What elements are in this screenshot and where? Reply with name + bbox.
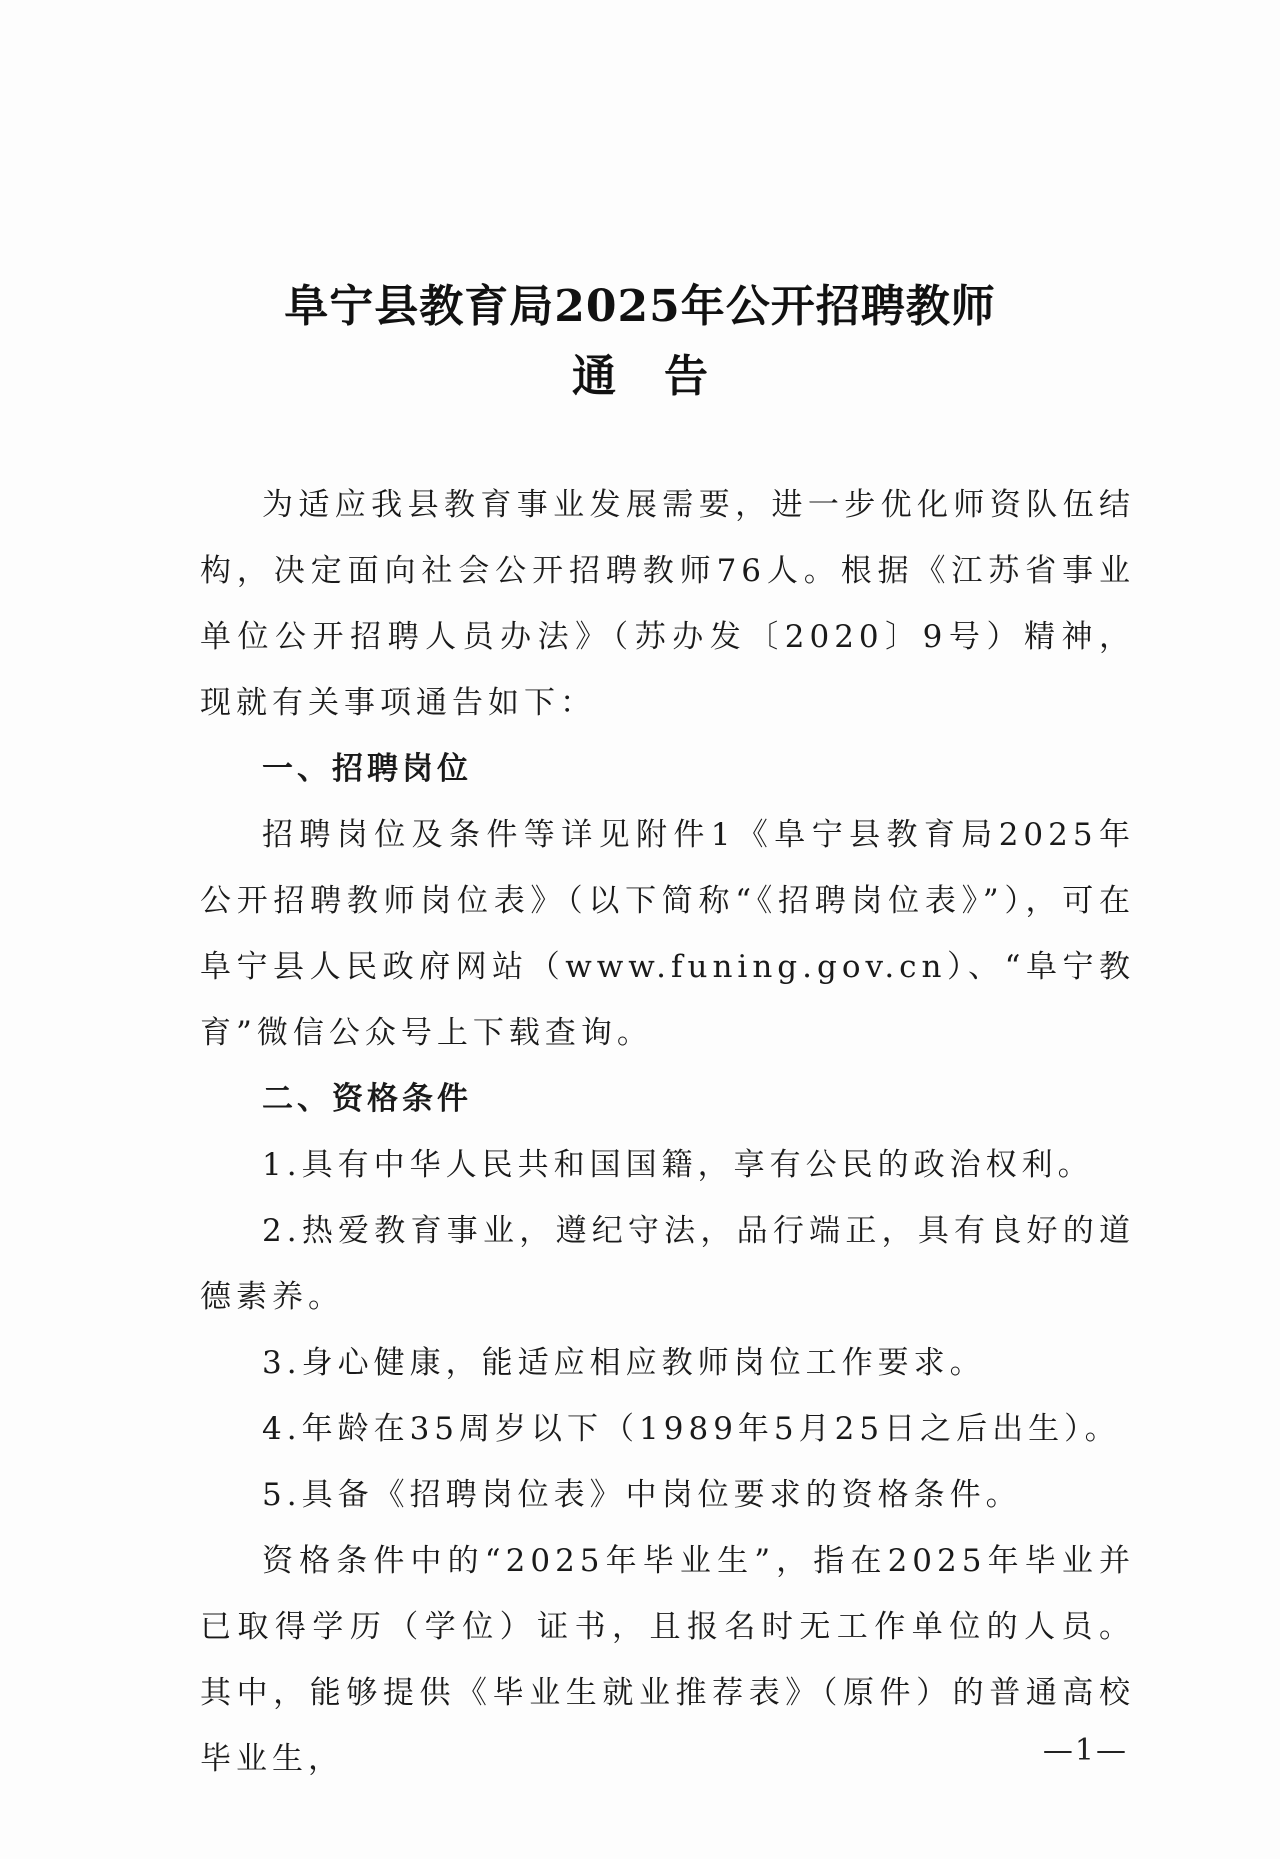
requirement-item-1: 1.具有中华人民共和国国籍，享有公民的政治权利。 <box>262 1147 1094 1183</box>
requirement-item-4: 4.年龄在35周岁以下（1989年5月25日之后出生）。 <box>262 1411 1121 1447</box>
requirement-item-3: 3.身心健康，能适应相应教师岗位工作要求。 <box>262 1345 986 1381</box>
title-line-2: 通告 <box>572 351 756 402</box>
requirement-item-5: 5.具备《招聘岗位表》中岗位要求的资格条件。 <box>262 1477 1022 1513</box>
requirement-item-2: 2.热爱教育事业，遵纪守法，品行端正，具有良好的道德素养。 <box>200 1213 1135 1315</box>
section-1-heading: 一、招聘岗位 <box>262 751 472 787</box>
section-1-paragraph: 招聘岗位及条件等详见附件1《阜宁县教育局2025年公开招聘教师岗位表》（以下简称“《招聘岗位表》”），可在阜宁县人民政府网站（www.funing.gov.cn）、“阜宁教育”微信公众号上下载查询。 <box>200 817 1135 1051</box>
section-2-heading: 二、资格条件 <box>262 1081 472 1117</box>
document-title <box>0 272 1280 412</box>
page-number: —1— <box>1042 1733 1128 1768</box>
graduate-note-paragraph: 资格条件中的“2025年毕业生”，指在2025年毕业并已取得学历（学位）证书，且报名时无工作单位的人员。其中，能够提供《毕业生就业推荐表》（原件）的普通高校毕业生， <box>200 1543 1135 1777</box>
document-body <box>200 472 1135 1792</box>
title-line-1: 阜宁县教育局2025年公开招聘教师 <box>284 281 996 332</box>
intro-paragraph: 为适应我县教育事业发展需要，进一步优化师资队伍结构，决定面向社会公开招聘教师76人。根据《江苏省事业单位公开招聘人员办法》（苏办发〔2020〕9号）精神，现就有关事项通告如下： <box>200 487 1135 721</box>
